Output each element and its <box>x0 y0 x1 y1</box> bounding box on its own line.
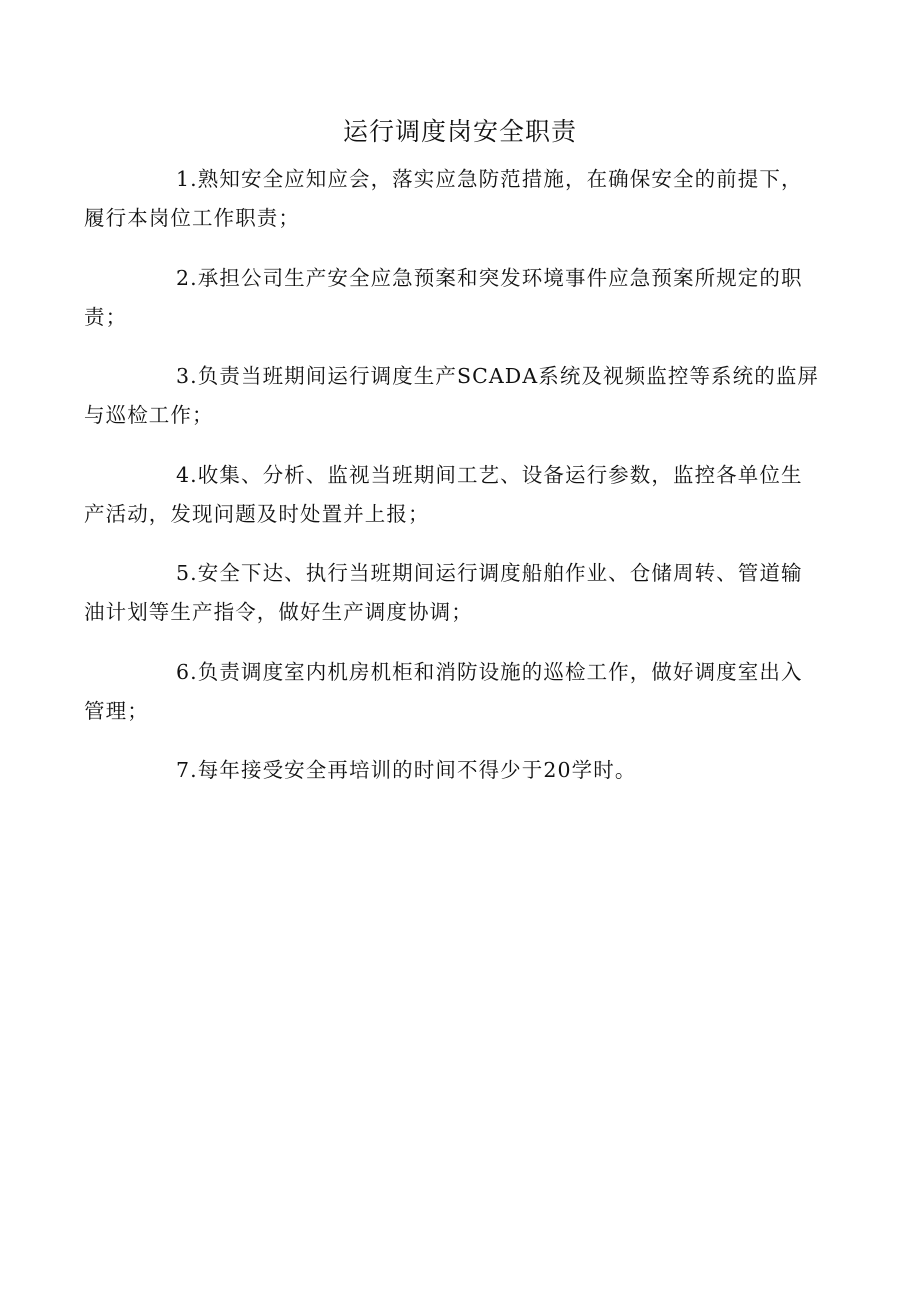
list-item <box>84 653 820 731</box>
list-item <box>84 259 820 337</box>
document-title: 运行调度岗安全职责 <box>342 117 577 146</box>
item-number: 4 <box>176 462 191 487</box>
item-number: 3 <box>176 364 191 388</box>
list-item <box>84 357 820 435</box>
item-text: .每年接受安全再培训的时间不得少于20学时。 <box>190 758 637 782</box>
item-text: .安全下达、执行当班期间运行调度船舶作业、仓储周转、管道输油计划等生产指令，做好生产调度协调； <box>84 561 803 624</box>
item-text: .熟知安全应知应会，落实应急防范措施，在确保安全的前提下，履行本岗位工作职责； <box>84 167 803 230</box>
list-item <box>84 160 820 238</box>
responsibility-list <box>84 160 820 797</box>
item-number: 7 <box>176 758 191 782</box>
item-text: .收集、分析、监视当班期间工艺、设备运行参数，监控各单位生产活动，发现问题及时处置并上报； <box>84 462 803 526</box>
list-item <box>84 456 820 534</box>
item-number: 6 <box>176 659 191 684</box>
list-item <box>84 554 820 632</box>
item-number: 1 <box>176 167 191 191</box>
item-text: .负责当班期间运行调度生产SCADA系统及视频监控等系统的监屏与巡检工作； <box>84 364 820 427</box>
item-number: 2 <box>176 265 191 290</box>
item-text: .负责调度室内机房机柜和消防设施的巡检工作，做好调度室出入管理； <box>84 659 803 723</box>
item-number: 5 <box>176 561 191 585</box>
item-text: .承担公司生产安全应急预案和突发环境事件应急预案所规定的职责； <box>84 265 803 329</box>
list-item <box>84 751 820 790</box>
